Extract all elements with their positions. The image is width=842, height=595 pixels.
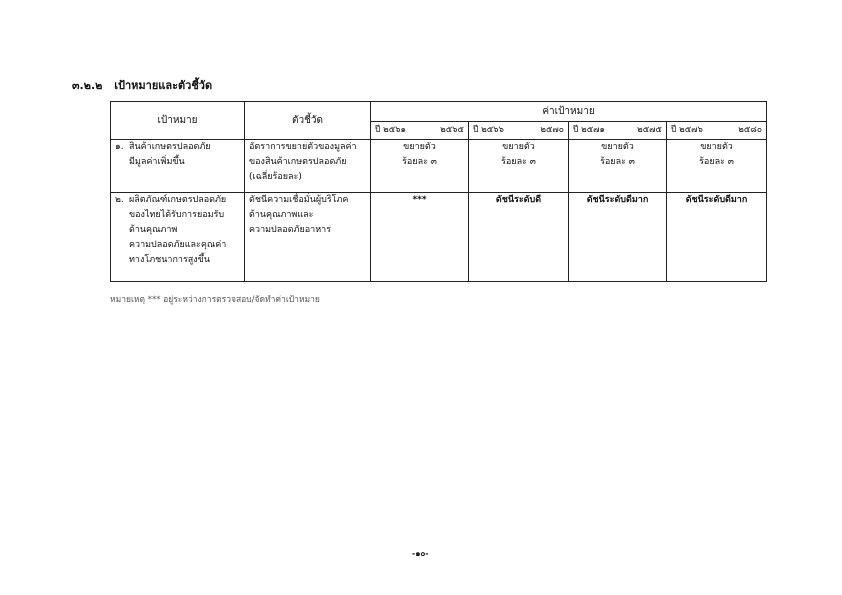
target-cell: ดัชนีระดับดี: [469, 193, 569, 282]
header-target-group: ค่าเป้าหมาย: [371, 102, 767, 122]
goal-line: ด้านคุณภาพ: [129, 225, 178, 235]
target-cell: ดัชนีระดับดีมาก: [667, 193, 767, 282]
target-cell: ขยายตัว ร้อยละ ๓: [667, 140, 767, 193]
section-heading: [72, 76, 212, 94]
row-number: ๑.: [115, 142, 124, 152]
header-year-3: ปี ๒๕๗๑ ๒๕๗๕: [569, 122, 667, 140]
page-number: -๑๐-: [412, 549, 429, 558]
indicator-cell: [245, 140, 371, 193]
header-indicator: ตัวชี้วัด: [245, 102, 371, 140]
indicator-line: อัตราการขยายตัวของมูลค่า: [249, 142, 357, 152]
indicator-line: ดัชนีความเชื่อมั่นผู้บริโภค: [249, 195, 349, 205]
goals-indicators-table: [110, 101, 767, 282]
goal-line: ผลิตภัณฑ์เกษตรปลอดภัย: [129, 195, 227, 205]
header-year-1: ปี ๒๕๖๑ ๒๕๖๕: [371, 122, 469, 140]
goal-line: สินค้าเกษตรปลอดภัย: [129, 142, 211, 152]
indicator-line: ด้านคุณภาพและ: [249, 210, 314, 220]
indicator-line: ความปลอดภัยอาหาร: [249, 225, 332, 235]
target-cell: ดัชนีระดับดีมาก: [569, 193, 667, 282]
indicator-line: (เฉลี่ยร้อยละ): [249, 172, 302, 182]
section-title: เป้าหมายและตัวชี้วัด: [114, 79, 213, 92]
section-number: ๓.๒.๒: [72, 79, 103, 92]
goal-line: ความปลอดภัยและคุณค่า: [129, 240, 227, 250]
header-year-2: ปี ๒๕๖๖ ๒๕๗๐: [469, 122, 569, 140]
table-row: [111, 140, 767, 193]
target-cell: ขยายตัว ร้อยละ ๓: [469, 140, 569, 193]
goal-cell: [111, 193, 245, 282]
header-goal: เป้าหมาย: [111, 102, 245, 140]
indicator-cell: [245, 193, 371, 282]
header-year-4: ปี ๒๕๗๖ ๒๕๘๐: [667, 122, 767, 140]
target-cell: ***: [371, 193, 469, 282]
row-number: ๒.: [115, 195, 124, 205]
indicator-line: ของสินค้าเกษตรปลอดภัย: [249, 157, 347, 167]
target-cell: ขยายตัว ร้อยละ ๓: [569, 140, 667, 193]
goal-line: ของไทยได้รับการยอมรับ: [129, 210, 225, 220]
table-footnote: หมายเหตุ *** อยู่ระหว่างการตรวจสอบ/จัดทำค่าเป้าหมาย: [110, 295, 320, 305]
goal-cell: [111, 140, 245, 193]
table-row: [111, 193, 767, 282]
goal-line: ทางโภชนาการสูงขึ้น: [129, 255, 210, 265]
target-cell: ขยายตัว ร้อยละ ๓: [371, 140, 469, 193]
goal-line: มีมูลค่าเพิ่มขึ้น: [129, 157, 185, 167]
